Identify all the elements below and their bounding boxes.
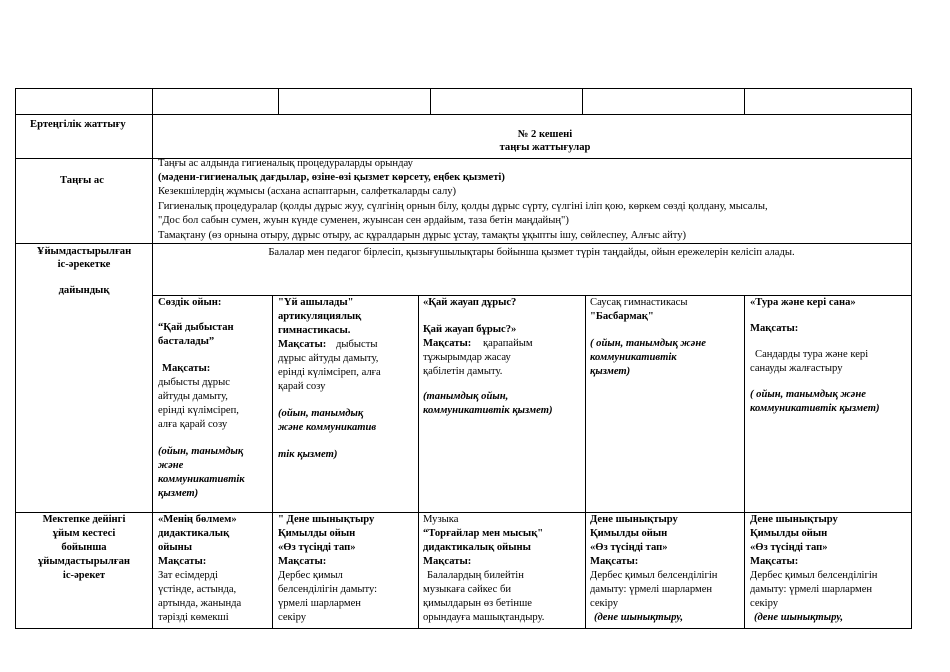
schedule-col4-line: Дербес қимыл белсенділігін [590, 570, 718, 581]
prep-col4-line: коммуникативтік [590, 352, 677, 363]
schedule-col1-line: Мақсаты: [158, 556, 207, 567]
schedule-col1-line: артында, жанында [158, 598, 242, 609]
row-divider [15, 243, 912, 244]
schedule-col3-line: Балалардың билейтін [427, 570, 524, 581]
prep-col4-line: ( ойын, танымдық және [590, 338, 706, 349]
schedule-col4-line: Мақсаты: [590, 556, 639, 567]
schedule-col5-line: секіру [750, 598, 779, 609]
schedule-col3-line: музыкаға сәйкес би [423, 584, 512, 595]
schedule-col2-line: «Өз түсіңді тап» [278, 542, 356, 553]
prep-col5-line: Мақсаты: [750, 323, 799, 334]
prep-col1-line: дыбысты дұрыс [158, 377, 230, 388]
row-label-breakfast: Таңғы ас [60, 175, 104, 186]
schedule-col4-line: «Өз түсіңді тап» [590, 542, 668, 553]
prep-col4-line: "Басбармақ" [590, 311, 654, 322]
prep-col1-line: және [158, 460, 184, 471]
prep-col3-line: коммуникативтік қызмет) [423, 405, 553, 416]
prep-col1-line: алға қарай созу [158, 419, 228, 430]
schedule-col2-line: секіру [278, 612, 307, 623]
column-divider [278, 88, 279, 114]
prep-col2-line: гимнастикасы. [278, 325, 351, 336]
prep-col2-line: және коммуникатив [278, 422, 377, 433]
breakfast-line: Тамақтану (өз орнына отыру, дұрыс отыру, ас құралдарын дұрыс ұстау, тамақты ұқыпты ішу, сөйлеспеу, Алғыс айту) [158, 230, 687, 241]
column-divider [430, 88, 431, 114]
breakfast-line: (мәдени-гигиеналық дағдылар, өзіне-өзі қызмет көрсету, еңбек қызметі) [158, 172, 505, 183]
table-border-right [911, 88, 912, 629]
column-divider [272, 295, 273, 629]
schedule-col1-line: тәрізді көмекші [158, 612, 229, 623]
prep-col3-line: қарапайым [483, 338, 533, 349]
row-label-schedule: бойынша [61, 542, 107, 553]
row-label-schedule: ұйым кестесі [52, 528, 116, 539]
row-divider [15, 114, 912, 115]
prep-col5-line: коммуникативтік қызмет) [750, 403, 880, 414]
prep-intro: Балалар мен педагог бірлесіп, қызығушылықтары бойынша қызмет түрін таңдайды, ойын ережелерін келісіп алады. [268, 247, 795, 258]
row-label-schedule: іс-әрекет [62, 570, 106, 581]
table-border-bottom [15, 628, 912, 629]
prep-col1-line: (ойын, танымдық [158, 446, 244, 457]
prep-col3-line: Мақсаты: [423, 338, 472, 349]
prep-col2-line: Мақсаты: [278, 339, 327, 350]
schedule-col5-line: (дене шынықтыру, [754, 612, 844, 623]
row-label-prep: дайындық [58, 285, 110, 296]
column-divider [585, 295, 586, 629]
schedule-col2-line: " Дене шынықтыру [278, 514, 375, 525]
breakfast-line: "Дос бол сабын сумен, жуын күнде суменен, жуынсан сен әрдайым, таза бетін маңдайың") [158, 215, 569, 226]
column-divider [418, 295, 419, 629]
table-border-top [15, 88, 912, 89]
prep-col2-line: дұрыс айтуды дамыту, [278, 353, 379, 364]
prep-col1-line: коммуникативтік [158, 474, 245, 485]
prep-col2-line: тік қызмет) [278, 449, 338, 460]
prep-col1-line: қызмет) [158, 488, 199, 499]
schedule-col5-line: Қимылды ойын [750, 528, 828, 539]
breakfast-line: Таңғы ас алдында гигиеналық процедураларды орындау [158, 158, 413, 169]
prep-col2-line: ерінді күлімсіреп, алға [278, 367, 381, 378]
prep-col2-line: "Үй ашылады" [278, 297, 354, 308]
schedule-col4-line: Дене шынықтыру [590, 514, 678, 525]
prep-col1-line: “Қай дыбыстан [158, 322, 234, 333]
prep-col5-line: санауды жалғастыру [750, 363, 843, 374]
schedule-col3-line: Музыка [423, 514, 459, 525]
schedule-col3-line: “Торғайлар мен мысық" [423, 528, 544, 539]
schedule-col2-line: Қимылды ойын [278, 528, 356, 539]
prep-col3-line: Қай жауап бұрыс?» [423, 324, 517, 335]
prep-col2-line: дыбысты [336, 339, 378, 350]
prep-col3-line: тұжырымдар жасау [423, 352, 511, 363]
schedule-col3-line: қимылдарын өз бетінше [423, 598, 532, 609]
schedule-col1-line: Зат есімдерді [158, 570, 218, 581]
morning-title: таңғы жаттығулар [499, 142, 591, 153]
prep-col1-line: ерінді күлімсіреп, [158, 405, 239, 416]
row-label-schedule: ұйымдастырылған [37, 556, 131, 567]
schedule-col2-line: белсенділігін дамыту: [278, 584, 378, 595]
row-label-prep: іс-әрекетке [57, 259, 111, 270]
prep-col2-line: (ойын, танымдық [278, 408, 364, 419]
schedule-col3-line: дидактикалық ойыны [423, 542, 531, 553]
prep-col5-line: Сандарды тура және кері [755, 349, 869, 360]
prep-col3-line: «Қай жауап дұрыс? [423, 297, 517, 308]
row-divider [15, 512, 912, 513]
prep-col3-line: (танымдық ойын, [423, 391, 509, 402]
prep-col5-line: «Тура және кері сана» [750, 297, 856, 308]
row-label-schedule: Мектепке дейінгі [42, 514, 126, 525]
schedule-col4-line: секіру [590, 598, 619, 609]
prep-col5-line: ( ойын, танымдық және [750, 389, 866, 400]
column-divider [582, 88, 583, 114]
prep-col1-line: Сөздік ойын: [158, 297, 222, 308]
schedule-col1-line: «Менің бөлмем» [158, 514, 237, 525]
schedule-col1-line: ойыны [158, 542, 193, 553]
schedule-col3-line: Мақсаты: [423, 556, 472, 567]
schedule-col5-line: Дене шынықтыру [750, 514, 838, 525]
schedule-col2-line: Дербес қимыл [278, 570, 343, 581]
complex-number: № 2 кешені [517, 129, 573, 140]
prep-col2-line: қарай созу [278, 381, 326, 392]
breakfast-line: Гигиеналық процедуралар (қолды дұрыс жуу, сүлгінің орнын білу, қолды дұрыс сүрту, сүлгіні іліп қою, көркем сөзді қолдану, мысалы, [158, 201, 768, 212]
prep-col3-line: қабілетін дамыту. [423, 366, 503, 377]
schedule-col5-line: Дербес қимыл белсенділігін [750, 570, 878, 581]
label-column-divider [152, 88, 153, 629]
schedule-col1-line: дидактикалық [158, 528, 230, 539]
schedule-col4-line: (дене шынықтыру, [594, 612, 684, 623]
schedule-col1-line: үстінде, астында, [158, 584, 237, 595]
schedule-col5-line: Мақсаты: [750, 556, 799, 567]
row-divider [152, 295, 912, 296]
column-divider [744, 295, 745, 629]
schedule-col4-line: дамыту: үрмелі шарлармен [590, 584, 713, 595]
row-divider [15, 158, 912, 159]
prep-col1-line: айтуды дамыту, [158, 391, 228, 402]
schedule-col2-line: үрмелі шарлармен [278, 598, 361, 609]
prep-col1-line: Мақсаты: [162, 363, 211, 374]
schedule-col5-line: «Өз түсіңді тап» [750, 542, 828, 553]
schedule-col4-line: Қимылды ойын [590, 528, 668, 539]
prep-col2-line: артикуляциялық [278, 311, 362, 322]
prep-col4-line: қызмет) [590, 366, 631, 377]
prep-col1-line: басталады” [158, 336, 215, 347]
breakfast-line: Кезекшілердің жұмысы (асхана аспаптарын, салфеткаларды салу) [158, 186, 457, 197]
column-divider [744, 88, 745, 114]
row-label-morning: Ертеңгілік жаттығу [30, 119, 126, 130]
prep-col4-line: Саусақ гимнастикасы [590, 297, 688, 308]
row-label-prep: Ұйымдастырылған [36, 246, 132, 257]
schedule-col3-line: орындауға машықтандыру. [423, 612, 545, 623]
schedule-col5-line: дамыту: үрмелі шарлармен [750, 584, 873, 595]
schedule-col2-line: Мақсаты: [278, 556, 327, 567]
